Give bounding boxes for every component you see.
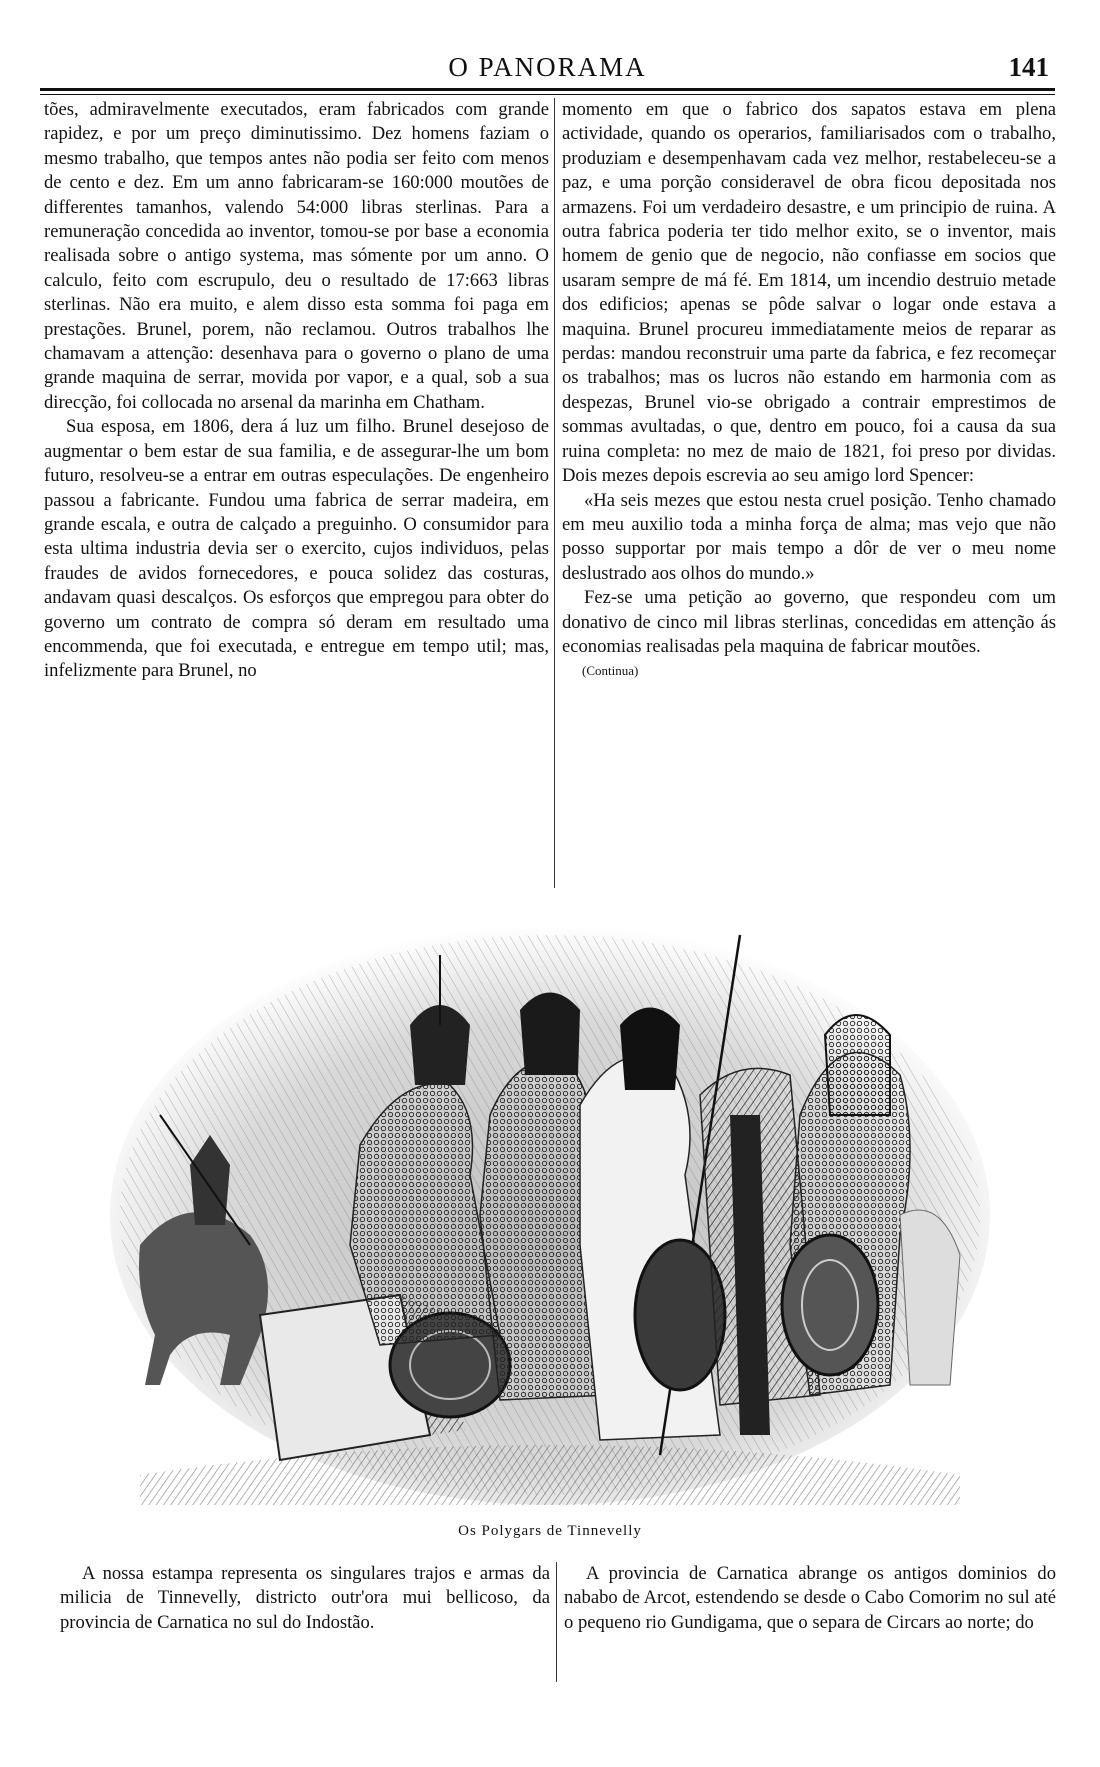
article-left-column bbox=[44, 98, 549, 684]
engraving-polygars bbox=[100, 915, 1000, 1515]
quoted-letter: «Ha seis mezes que estou nesta cruel posição. Tenho chamado em meu auxilio toda a minha força de alma; mas vejo que não posso supportar por mais tempo a dôr de ver o meu nome deslustrado aos olhos do mundo.» bbox=[562, 489, 1056, 584]
second-article-left-column bbox=[60, 1562, 550, 1635]
paragraph: Sua esposa, em 1806, dera á luz um filho. Brunel desejoso de augmentar o bem estar de sua familia, e de assegurar-lhe um bom futuro, resolveu-se a entrar em outras especulações. De engenheiro passou a fabricante. Fundou uma fabrica de serrar madeira, em grande escala, e outra de calçado a preguinho. O consumidor para esta ultima industria devia ser o exercito, cujos individuos, pelas fraudes de avidos fornecedores, e pouca solidez das costuras, andavam quasi descalços. Os esforços que empregou para obter do governo um contrato de compra só deram em resultado uma encommenda, que foi executada, e entregue em tempo util; mas, infelizmente para Brunel, no bbox=[44, 416, 549, 682]
article-right-column bbox=[562, 98, 1056, 684]
running-head bbox=[40, 52, 1055, 88]
paragraph: A nossa estampa representa os singulares trajos e armas da milicia de Tinnevelly, districto outr'ora mui bellicoso, da provincia de Carnatica no sul do Indostão. bbox=[60, 1563, 550, 1633]
paragraph: A provincia de Carnatica abrange os antigos dominios do nababo de Arcot, estendendo se desde o Cabo Comorim no sul até o pequeno rio Gundigama, que o separa de Circars ao norte; do bbox=[564, 1563, 1056, 1633]
header-rule-thick bbox=[40, 88, 1055, 91]
page-number: 141 bbox=[1008, 52, 1049, 82]
paragraph: Fez-se uma petição ao governo, que respondeu com um donativo de cinco mil libras sterlinas, concedidas em attenção ás economias realisadas pela maquina de fabricar moutões. bbox=[562, 587, 1056, 657]
second-article-right-column bbox=[564, 1562, 1056, 1635]
continued-note: (Continua) bbox=[582, 663, 639, 679]
journal-title: O PANORAMA bbox=[448, 52, 647, 82]
engraving-caption: Os Polygars de Tinnevelly bbox=[458, 1523, 642, 1539]
paragraph: momento em que o fabrico dos sapatos estava em plena actividade, quando os operarios, familiarisados com o trabalho, produziam e desempenhavam cada vez melhor, restabeleceu-se a paz, e uma porção consideravel de obra ficou depositada nos armazens. Foi um verdadeiro desastre, e um principio de ruina. A outra fabrica poderia ter tido melhor exito, se o inventor, mais homem de genio que de negocio, não confiasse em socios que usaram sempre de má fé. Em 1814, um incendio destruio metade dos edificios; apenas se pôde salvar o logar onde estava a maquina. Brunel procureu immediatamente meios de reparar as perdas: mandou reconstruir uma parte da fabrica, e fez recomeçar os trabalhos; mas os lucros não estando em harmonia com as despezas, Brunel vio-se obrigado a contrair emprestimos de sommas avultadas, o que, dentro em pouco, foi a causa da sua ruina completa: no mez de maio de 1821, foi preso por dividas. Dois mezes depois escrevia ao seu amigo lord Spencer: bbox=[562, 99, 1056, 487]
column-divider bbox=[554, 98, 555, 888]
column-divider bbox=[556, 1562, 557, 1682]
header-rule-thin bbox=[40, 94, 1055, 95]
paragraph: tões, admiravelmente executados, eram fabricados com grande rapidez, e por um preço diminutissimo. Dez homens faziam o mesmo trabalho, que tempos antes não podia ser feito com menos de cento e dez. Em um anno fabricaram-se 160:000 moutões de differentes tamanhos, valendo 54:000 libras sterlinas. Para a remuneração concedida ao inventor, tomou-se por base a economia realisada sobre o antigo systema, mas sómente por um anno. O calculo, feito com escrupulo, deu o resultado de 17:663 libras sterlinas. Não era muito, e alem disso esta somma foi paga em prestações. Brunel, porem, não reclamou. Outros trabalhos lhe chamavam a attenção: desenhava para o governo o plano de uma grande maquina de serrar, movida por vapor, e a qual, sob a sua direcção, foi collocada no arsenal da marinha em Chatham. bbox=[44, 99, 549, 413]
